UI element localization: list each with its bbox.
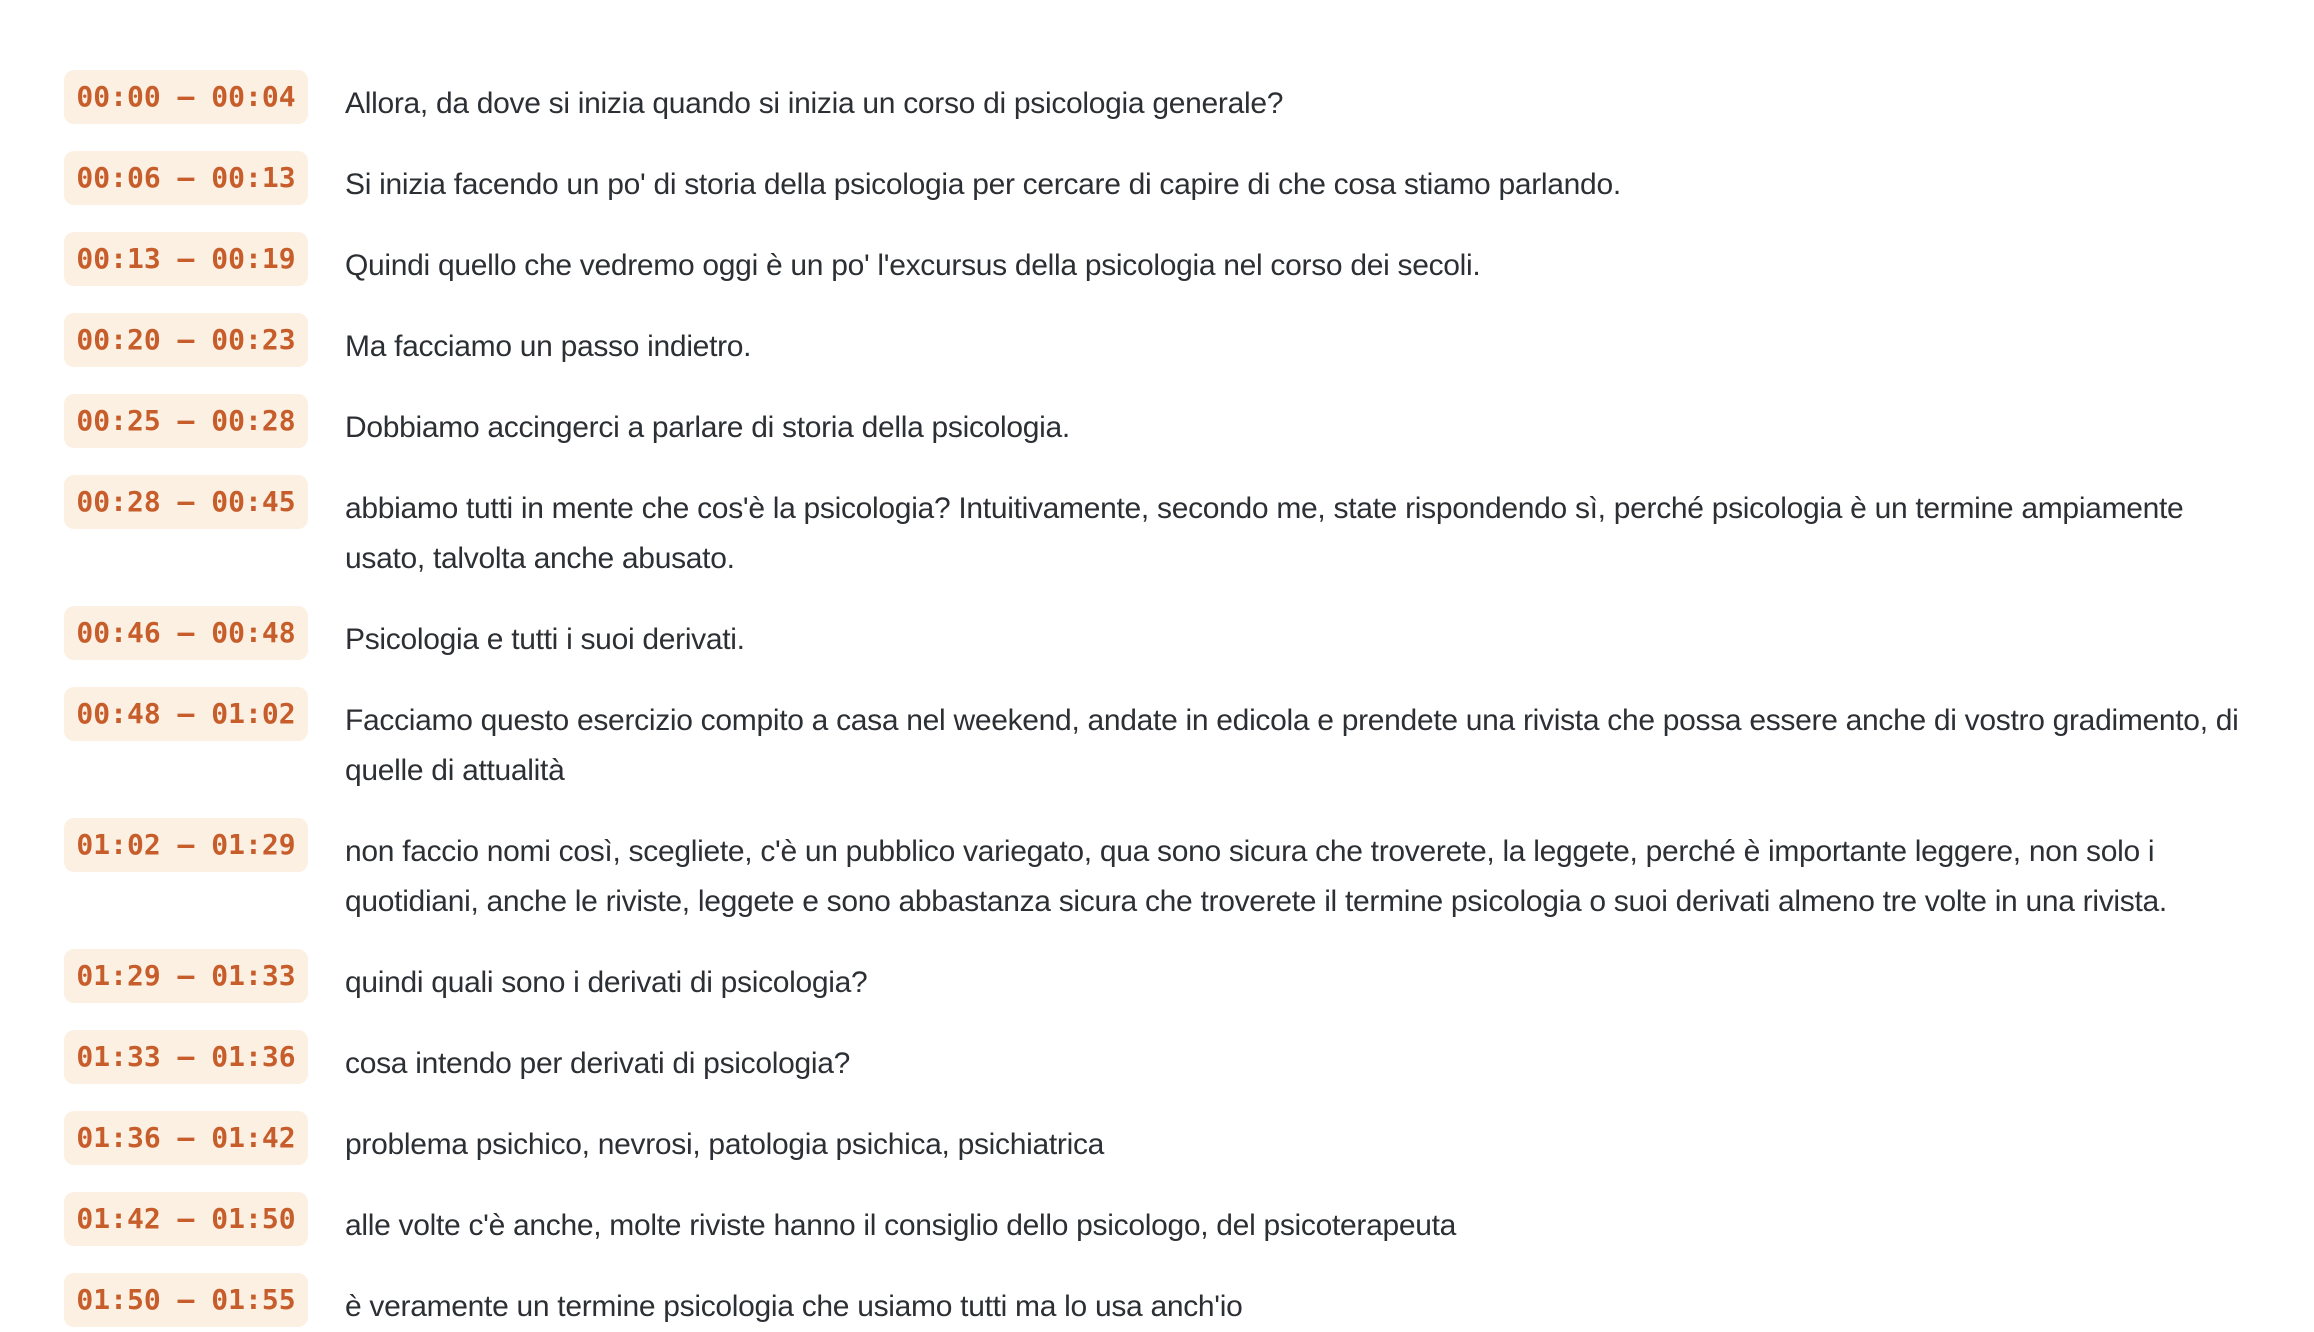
time-separator: –	[160, 242, 212, 275]
transcript-text: non faccio nomi così, scegliete, c'è un pubblico variegato, qua sono sicura che troverete, la leggete, perché è importante leggere, non solo i quotidiani, anche le riviste, leggete e sono abbastanza sicura che troverete il termine psicologia o suoi derivati almeno tre volte in una rivista.	[345, 835, 2167, 918]
time-separator: –	[160, 161, 212, 194]
timestamp-badge[interactable]	[64, 1030, 308, 1084]
transcript-row	[64, 394, 2250, 453]
start-time: 01:29	[76, 959, 161, 992]
start-time: 00:46	[76, 616, 161, 649]
end-time: 00:48	[211, 616, 296, 649]
transcript-text: cosa intendo per derivati di psicologia?	[345, 1047, 850, 1080]
time-separator: –	[160, 1202, 212, 1235]
timestamp-badge[interactable]	[64, 1111, 308, 1165]
end-time: 01:36	[211, 1040, 296, 1073]
transcript-row	[64, 687, 2250, 796]
timestamp-badge[interactable]	[64, 313, 308, 367]
start-time: 01:02	[76, 828, 161, 861]
end-time: 00:23	[211, 323, 296, 356]
timestamp-badge[interactable]	[64, 818, 308, 872]
time-separator: –	[160, 485, 212, 518]
end-time: 00:28	[211, 404, 296, 437]
end-time: 01:42	[211, 1121, 296, 1154]
start-time: 00:00	[76, 80, 161, 113]
time-separator: –	[160, 1040, 212, 1073]
timestamp-badge[interactable]	[64, 606, 308, 660]
timestamp-badge[interactable]	[64, 151, 308, 205]
start-time: 00:06	[76, 161, 161, 194]
time-separator: –	[160, 80, 212, 113]
timestamp-badge[interactable]	[64, 949, 308, 1003]
transcript-row	[64, 475, 2250, 584]
transcript-text: Facciamo questo esercizio compito a casa nel weekend, andate in edicola e prendete una rivista che possa essere anche di vostro gradimento, di quelle di attualità	[345, 704, 2239, 787]
transcript-row	[64, 232, 2250, 291]
transcript-row	[64, 606, 2250, 665]
time-separator: –	[160, 828, 212, 861]
end-time: 01:02	[211, 697, 296, 730]
transcript-text: Allora, da dove si inizia quando si inizia un corso di psicologia generale?	[345, 87, 1284, 120]
transcript-row	[64, 949, 2250, 1008]
start-time: 00:48	[76, 697, 161, 730]
transcript-text: quindi quali sono i derivati di psicologia?	[345, 966, 868, 999]
start-time: 01:33	[76, 1040, 161, 1073]
end-time: 00:19	[211, 242, 296, 275]
transcript-text: Si inizia facendo un po' di storia della psicologia per cercare di capire di che cosa stiamo parlando.	[345, 168, 1621, 201]
end-time: 00:45	[211, 485, 296, 518]
time-separator: –	[160, 323, 212, 356]
transcript-row	[64, 818, 2250, 927]
transcript-text: abbiamo tutti in mente che cos'è la psicologia? Intuitivamente, secondo me, state rispondendo sì, perché psicologia è un termine ampiamente usato, talvolta anche abusato.	[345, 492, 2184, 575]
transcript-row	[64, 1273, 2250, 1332]
transcript-row	[64, 151, 2250, 210]
transcript-text: Quindi quello che vedremo oggi è un po' l'excursus della psicologia nel corso dei secoli.	[345, 249, 1481, 282]
transcript-text: problema psichico, nevrosi, patologia psichica, psichiatrica	[345, 1128, 1105, 1161]
timestamp-badge[interactable]	[64, 1192, 308, 1246]
transcript-row	[64, 313, 2250, 372]
end-time: 00:04	[211, 80, 296, 113]
timestamp-badge[interactable]	[64, 1273, 308, 1327]
timestamp-badge[interactable]	[64, 687, 308, 741]
end-time: 00:13	[211, 161, 296, 194]
end-time: 01:50	[211, 1202, 296, 1235]
time-separator: –	[160, 959, 212, 992]
start-time: 00:25	[76, 404, 161, 437]
timestamp-badge[interactable]	[64, 475, 308, 529]
time-separator: –	[160, 1283, 212, 1316]
transcript-text: Dobbiamo accingerci a parlare di storia della psicologia.	[345, 411, 1070, 444]
transcript-row	[64, 1192, 2250, 1251]
start-time: 00:13	[76, 242, 161, 275]
time-separator: –	[160, 697, 212, 730]
time-separator: –	[160, 404, 212, 437]
start-time: 01:42	[76, 1202, 161, 1235]
transcript-text: è veramente un termine psicologia che usiamo tutti ma lo usa anch'io	[345, 1290, 1243, 1323]
transcript-row	[64, 1030, 2250, 1089]
end-time: 01:55	[211, 1283, 296, 1316]
start-time: 01:36	[76, 1121, 161, 1154]
time-separator: –	[160, 616, 212, 649]
timestamp-badge[interactable]	[64, 232, 308, 286]
transcript-row	[64, 1111, 2250, 1170]
start-time: 01:50	[76, 1283, 161, 1316]
time-separator: –	[160, 1121, 212, 1154]
transcript-text: Psicologia e tutti i suoi derivati.	[345, 623, 745, 656]
start-time: 00:28	[76, 485, 161, 518]
end-time: 01:29	[211, 828, 296, 861]
start-time: 00:20	[76, 323, 161, 356]
transcript-text: Ma facciamo un passo indietro.	[345, 330, 752, 363]
end-time: 01:33	[211, 959, 296, 992]
transcript-text: alle volte c'è anche, molte riviste hanno il consiglio dello psicologo, del psicoterapeuta	[345, 1209, 1457, 1242]
transcript-row	[64, 70, 2250, 129]
timestamp-badge[interactable]	[64, 70, 308, 124]
timestamp-badge[interactable]	[64, 394, 308, 448]
